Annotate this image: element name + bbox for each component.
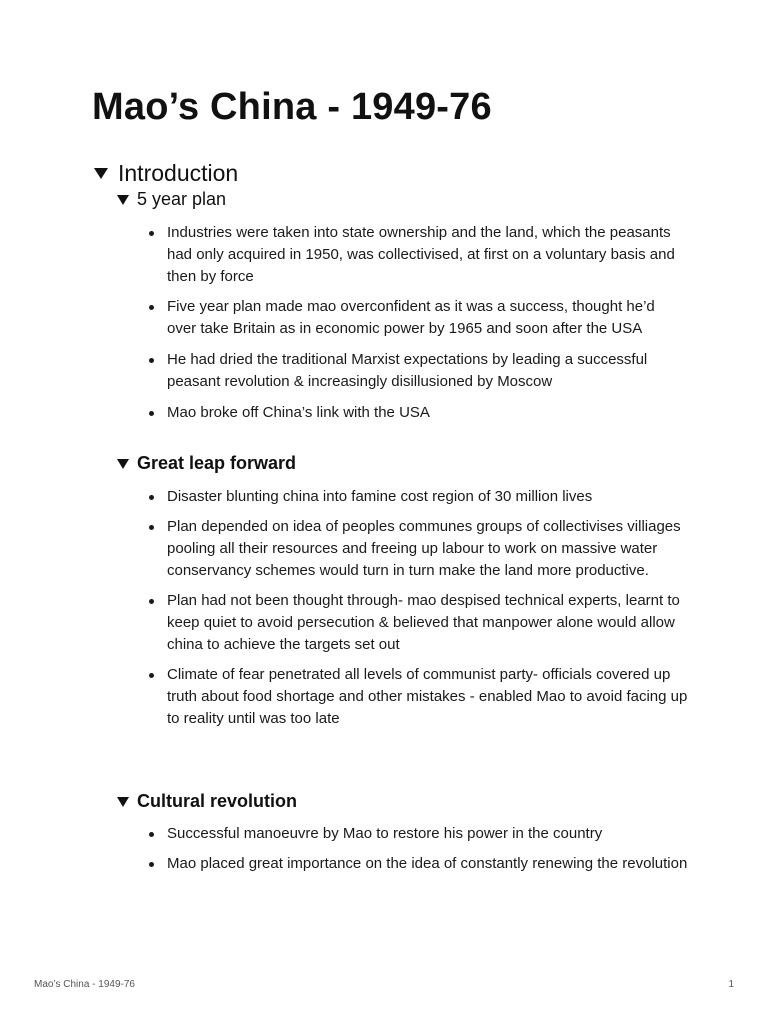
toggle-five-year-plan[interactable] (117, 189, 226, 210)
page-title: Mao’s China - 1949-76 (92, 86, 492, 128)
heading-introduction: Introduction (118, 160, 239, 186)
toggle-cultural-revolution[interactable] (117, 791, 297, 812)
five-year-plan-list (148, 222, 688, 424)
heading-cultural-revolution: Cultural revolution (137, 791, 298, 811)
list-item: Industries were taken into state ownership and the land, which the peasants had only acquired in 1950, was collectivised, at first on a voluntary basis and then by force (148, 222, 688, 288)
list-item: Five year plan made mao overconfident as it was a success, thought he’d over take Britain as in economic power by 1965 and soon after the USA (148, 296, 688, 340)
triangle-down-icon[interactable] (117, 797, 129, 807)
list-item: Mao broke off China’s link with the USA (148, 402, 688, 424)
list-item: Disaster blunting china into famine cost region of 30 million lives (148, 486, 688, 508)
toggle-introduction[interactable] (94, 160, 238, 187)
cultural-revolution-list (148, 823, 688, 875)
list-item: Successful manoeuvre by Mao to restore his power in the country (148, 823, 688, 845)
list-item: He had dried the traditional Marxist expectations by leading a successful peasant revolution & increasingly disillusioned by Moscow (148, 349, 688, 393)
great-leap-forward-list (148, 486, 688, 730)
triangle-down-icon[interactable] (117, 459, 129, 469)
toggle-great-leap-forward[interactable] (117, 453, 296, 474)
footer-doc-title: Mao’s China - 1949-76 (34, 979, 135, 990)
list-item: Plan depended on idea of peoples communes groups of collectivises villiages pooling all their resources and freeing up labour to work on massive water conservancy schemes would turn in turn make the land more productive. (148, 516, 688, 582)
footer-page-number: 1 (728, 979, 734, 990)
triangle-down-icon[interactable] (117, 195, 129, 205)
list-item: Plan had not been thought through- mao despised technical experts, learnt to keep quiet to avoid persecution & believed that manpower alone would allow china to achieve the targets set out (148, 590, 688, 656)
heading-great-leap-forward: Great leap forward (137, 453, 297, 473)
list-item: Mao placed great importance on the idea of constantly renewing the revolution (148, 853, 688, 875)
list-item: Climate of fear penetrated all levels of communist party- officials covered up truth about food shortage and other mistakes - enabled Mao to avoid facing up to reality until was too late (148, 664, 688, 730)
triangle-down-icon[interactable] (94, 168, 108, 179)
heading-five-year-plan: 5 year plan (137, 189, 227, 209)
